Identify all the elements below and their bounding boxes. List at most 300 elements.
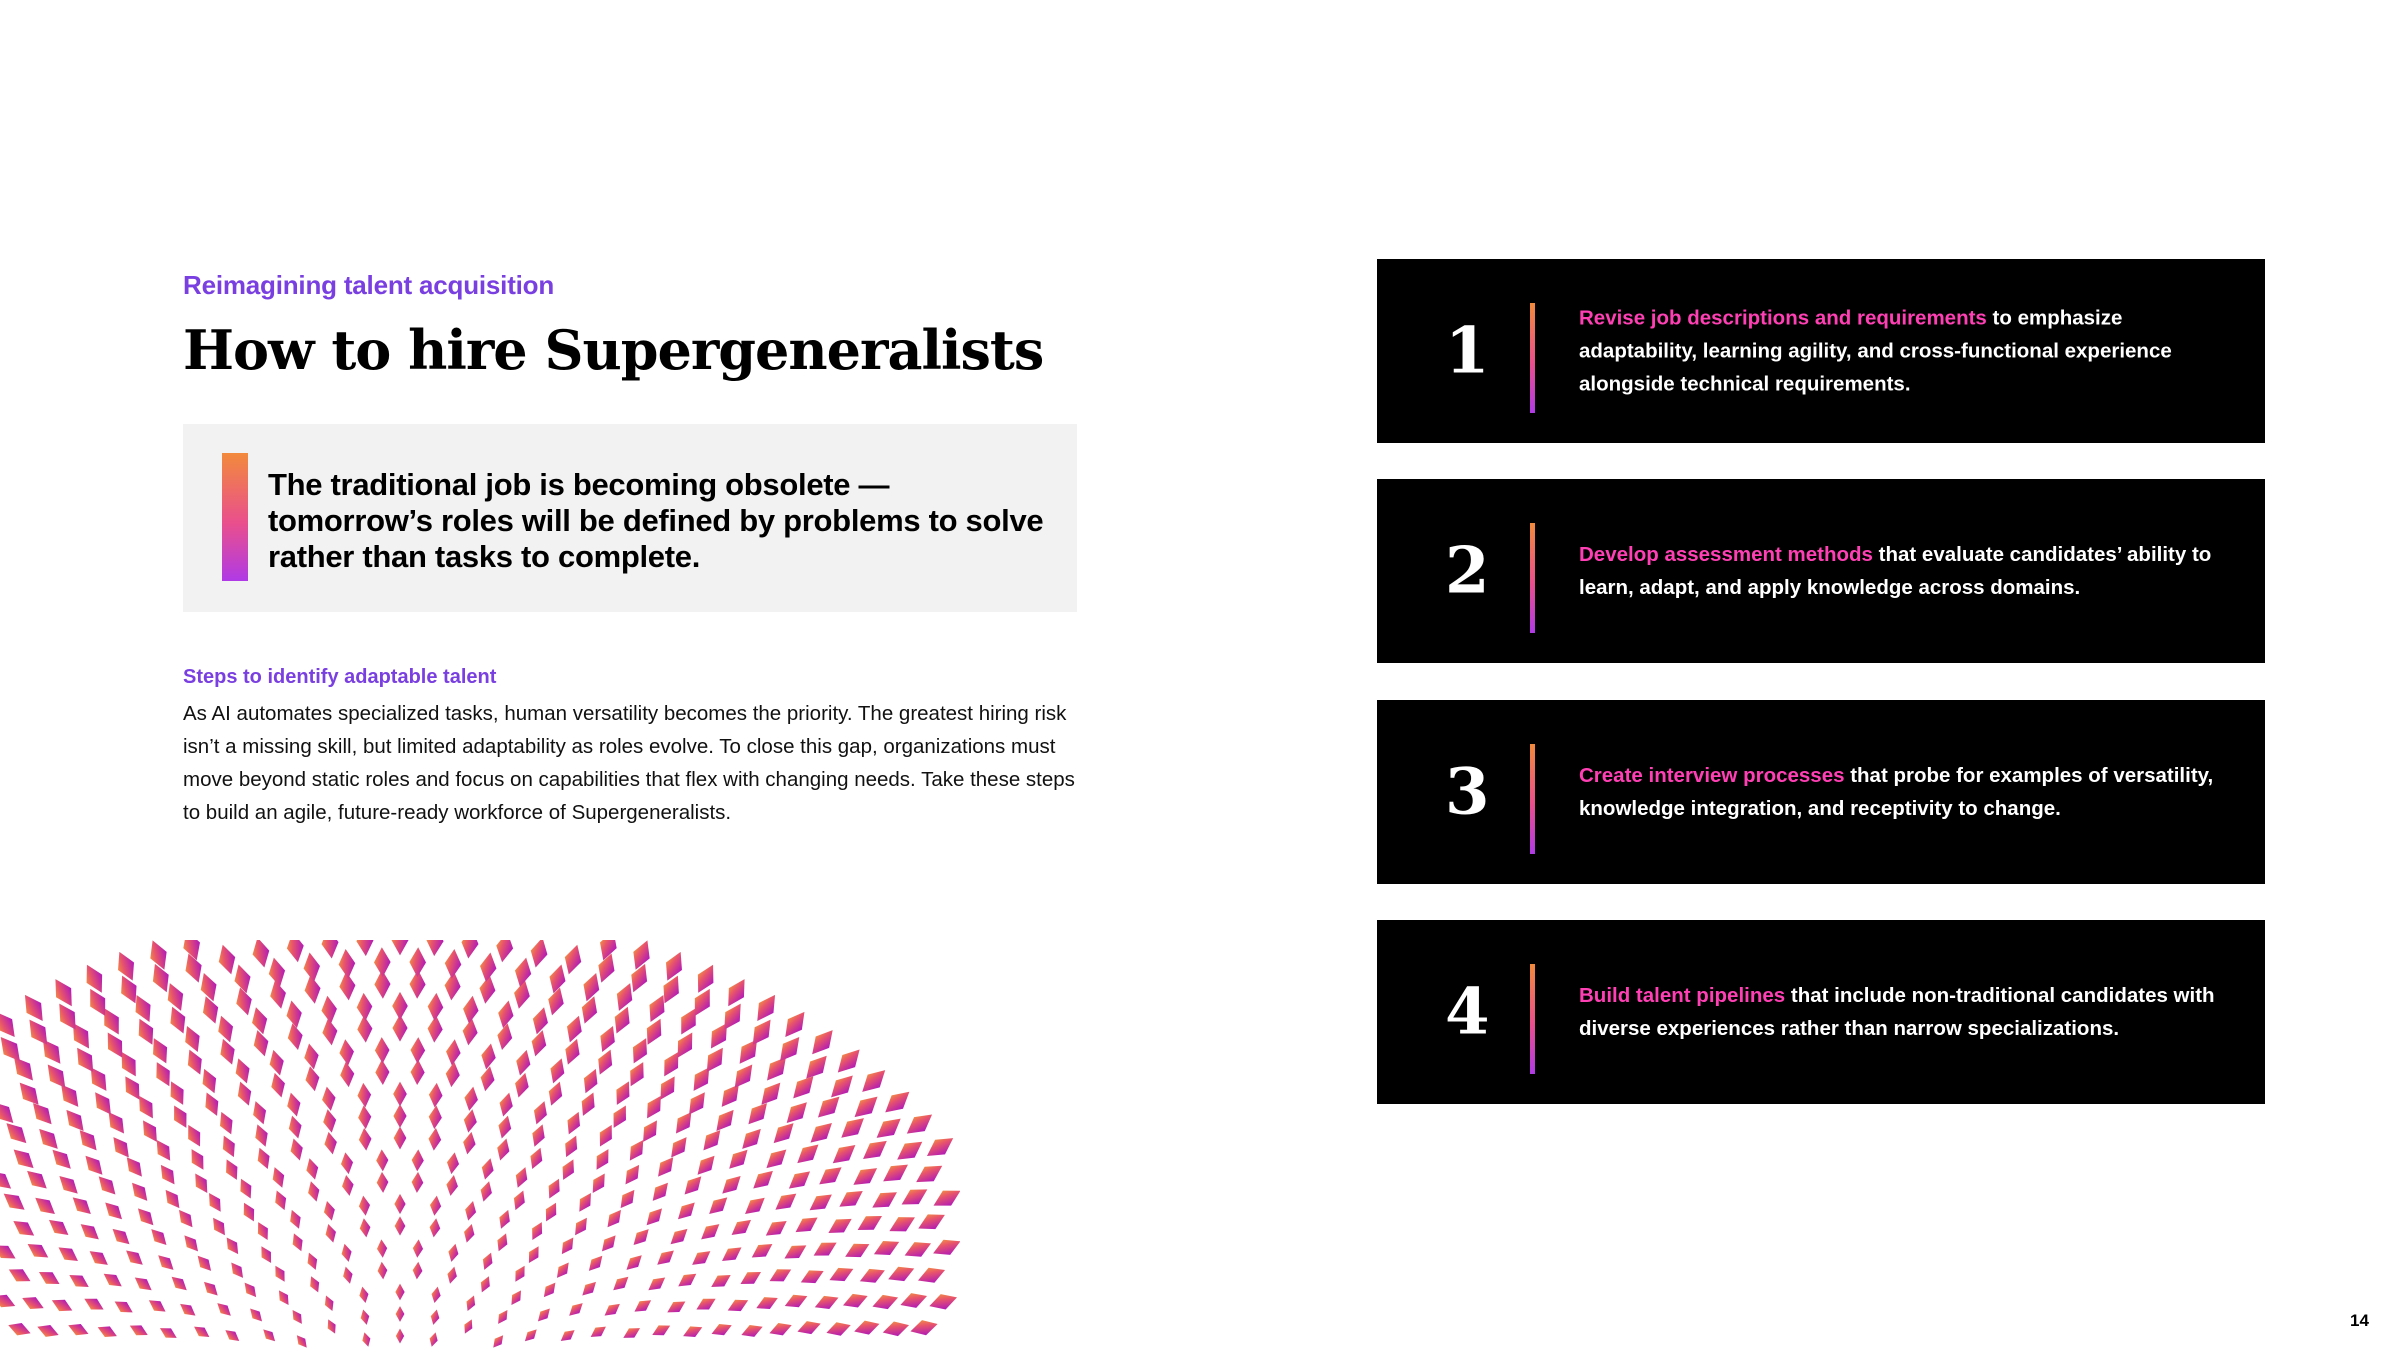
diamond-dot-icon [755, 1077, 786, 1110]
diamond-dot-icon [31, 1192, 60, 1219]
diamond-dot-icon [0, 1097, 19, 1129]
diamond-dot-icon [257, 1244, 276, 1266]
diamond-dot-icon [127, 1178, 152, 1205]
diamond-dot-icon [898, 1289, 930, 1313]
diamond-dot-icon [529, 1005, 551, 1036]
diamond-dot-icon [174, 1206, 197, 1231]
diamond-dot-icon [374, 1037, 390, 1064]
diamond-dot-icon [681, 1322, 705, 1342]
diamond-dot-icon [511, 1263, 529, 1284]
diamond-dot-icon [653, 1246, 678, 1270]
steps-heading: Steps to identify adaptable talent [183, 666, 497, 688]
step-card-1 [1377, 259, 2265, 443]
diamond-dot-icon [428, 1331, 440, 1348]
diamond-dot-icon [725, 1295, 751, 1317]
diamond-dot-icon [0, 1007, 22, 1043]
diamond-dot-icon [478, 951, 499, 983]
diamond-dot-icon [750, 990, 782, 1026]
diamond-dot-icon [585, 1252, 607, 1275]
diamond-dot-icon [929, 1183, 960, 1213]
diamond-dot-icon [221, 1157, 243, 1183]
step-highlight: Create interview processes [1579, 764, 1845, 787]
diamond-dot-icon [784, 1166, 815, 1195]
diamond-dot-icon [496, 1208, 514, 1231]
diamond-dot-icon [36, 1266, 63, 1289]
diamond-dot-icon [711, 1105, 740, 1136]
diamond-dot-icon [494, 1137, 512, 1162]
diamond-dot-icon [616, 1186, 640, 1212]
diamond-dot-icon [301, 951, 322, 983]
diamond-dot-icon [428, 1105, 443, 1130]
step-highlight: Build talent pipelines [1579, 984, 1786, 1007]
diamond-dot-icon [287, 1208, 305, 1231]
diamond-dot-icon [597, 1232, 620, 1256]
diamond-dot-icon [131, 1273, 155, 1295]
diamond-dot-icon [857, 1263, 888, 1288]
diamond-dot-icon [824, 1212, 855, 1239]
diamond-dot-icon [478, 1180, 495, 1203]
diamond-dot-icon [337, 948, 356, 979]
diamond-dot-icon [781, 1097, 813, 1129]
diamond-dot-icon [443, 948, 462, 979]
diamond-dot-icon [200, 1090, 223, 1119]
diamond-dot-icon [737, 1266, 764, 1289]
diamond-dot-icon [222, 1326, 242, 1345]
diamond-dot-icon [0, 1290, 18, 1312]
diamond-dot-icon [761, 1144, 791, 1174]
diamond-dot-icon [24, 1238, 52, 1263]
diamond-dot-icon [429, 1195, 443, 1216]
diamond-dot-icon [9, 1215, 38, 1241]
diamond-dot-icon [360, 1331, 372, 1348]
diamond-dot-icon [828, 1139, 861, 1170]
diamond-dot-icon [673, 1198, 699, 1224]
diamond-dot-icon [824, 1318, 853, 1339]
diamond-dot-icon [216, 1036, 239, 1067]
diamond-dot-icon [284, 1091, 303, 1118]
diamond-dot-icon [631, 1296, 654, 1317]
diamond-dot-icon [462, 1223, 477, 1244]
diamond-dot-icon [284, 940, 306, 964]
diamond-dot-icon [527, 1219, 546, 1242]
quote-box [183, 424, 1077, 612]
diamond-dot-icon [147, 1225, 171, 1249]
diamond-dot-icon [340, 1243, 354, 1263]
diamond-dot-icon [204, 1190, 226, 1215]
diamond-dot-icon [705, 1192, 732, 1219]
diamond-dot-icon [391, 940, 408, 955]
diamond-dot-icon [358, 1286, 370, 1304]
diamond-dot-icon [588, 1322, 609, 1341]
diamond-dot-icon [507, 1288, 525, 1308]
diamond-dot-icon [320, 1085, 338, 1112]
diamond-dot-icon [323, 1223, 338, 1244]
diamond-dot-icon [591, 1146, 614, 1173]
diamond-dot-icon [445, 1038, 462, 1066]
diamond-dot-icon [322, 1131, 339, 1156]
diamond-dot-icon [831, 1043, 866, 1078]
step-description: that evaluate candidates’ ability to learn, adapt, and apply knowledge across domains. [1579, 543, 2212, 599]
step-accent-bar [1530, 744, 1535, 854]
diamond-dot-icon [287, 1137, 305, 1162]
step-text [1579, 759, 2219, 825]
diamond-dot-icon [222, 1234, 243, 1257]
diamond-dot-icon [563, 1109, 585, 1137]
diamond-dot-icon [463, 1200, 479, 1222]
diamond-dot-icon [461, 1317, 476, 1335]
diamond-dot-icon [303, 1065, 322, 1093]
diamond-dot-icon [445, 1151, 460, 1175]
diamond-dot-icon [358, 1195, 372, 1216]
diamond-dot-icon [430, 1286, 442, 1304]
diamond-dot-icon [22, 1165, 51, 1194]
diamond-dot-icon [286, 1114, 305, 1140]
diamond-dot-icon [579, 1278, 600, 1299]
diamond-dot-icon [479, 1157, 496, 1181]
diamond-dot-icon [395, 1284, 404, 1301]
step-description: that probe for examples of versatility, knowledge integration, and receptivity to change. [1579, 764, 2214, 820]
diamond-dot-icon [429, 1308, 441, 1325]
diamond-dot-icon [645, 1273, 669, 1295]
diamond-dot-icon [180, 1232, 203, 1256]
diamond-dot-icon [95, 1322, 119, 1342]
diamond-dot-icon [767, 1319, 794, 1340]
diamond-dot-icon [393, 1082, 407, 1107]
diamond-dot-icon [810, 1236, 840, 1262]
diamond-dot-icon [653, 1153, 679, 1181]
diamond-dot-icon [753, 1292, 780, 1314]
diamond-dot-icon [766, 1263, 794, 1287]
diamond-dot-icon [112, 1297, 136, 1318]
diamond-dot-icon [856, 1064, 891, 1099]
diamond-dot-icon [81, 1293, 106, 1314]
diamond-dot-icon [881, 1318, 911, 1340]
diamond-dot-icon [34, 1124, 64, 1154]
diamond-dot-icon [396, 1306, 405, 1322]
diamond-dot-icon [620, 1161, 644, 1188]
diamond-dot-icon [359, 1308, 371, 1325]
diamond-dot-icon [66, 1270, 92, 1293]
diamond-dot-icon [161, 1186, 185, 1212]
diamond-dot-icon [18, 990, 50, 1026]
diamond-dot-icon [411, 1149, 424, 1172]
diamond-dot-icon [842, 1237, 873, 1263]
diamond-dot-icon [494, 940, 516, 964]
diamond-dot-icon [100, 1269, 125, 1292]
diamond-dot-icon [214, 1013, 238, 1045]
diamond-dot-icon [446, 1243, 460, 1263]
diamond-dot-icon [579, 1066, 603, 1096]
diamond-dot-icon [191, 1322, 212, 1341]
diamond-dot-icon [376, 1172, 389, 1194]
diamond-dot-icon [356, 940, 375, 957]
diamond-dot-icon [377, 1261, 388, 1279]
diamond-dot-icon [6, 1263, 34, 1287]
diamond-dot-icon [338, 1038, 355, 1066]
diamond-dot-icon [901, 1236, 934, 1263]
diamond-dot-icon [340, 1174, 355, 1197]
diamond-dot-icon [177, 1300, 199, 1320]
diamond-dot-icon [356, 1082, 372, 1108]
diamond-dot-icon [743, 1098, 773, 1129]
diamond-dot-icon [560, 1133, 582, 1160]
diamond-dot-icon [739, 1321, 765, 1341]
diamond-dot-icon [721, 975, 752, 1011]
diamond-dot-icon [428, 1218, 441, 1239]
diamond-dot-icon [915, 1263, 948, 1289]
step-highlight: Revise job descriptions and requirements [1579, 306, 1987, 330]
diamond-dot-icon [781, 1239, 810, 1264]
diamond-dot-icon [94, 1172, 121, 1199]
diamond-dot-icon [66, 1320, 91, 1340]
diamond-dot-icon [341, 1265, 355, 1284]
diamond-dot-icon [546, 1056, 568, 1086]
diamond-dot-icon [717, 1171, 745, 1199]
diamond-dot-icon [724, 1145, 753, 1174]
diamond-dot-icon [393, 1104, 406, 1128]
diamond-dot-icon [879, 1158, 913, 1189]
diamond-dot-icon [285, 1022, 305, 1052]
diamond-dot-icon [463, 1294, 478, 1313]
diamond-dot-icon [868, 1185, 901, 1214]
diamond-dot-icon [260, 1326, 278, 1344]
diamond-dot-icon [495, 1022, 515, 1052]
diamond-dot-icon [650, 1321, 673, 1340]
diamond-dot-icon [693, 1293, 718, 1314]
diamond-dot-icon [304, 1251, 320, 1272]
diamond-dot-icon [214, 942, 239, 976]
diamond-dot-icon [322, 1200, 338, 1222]
diamond-dot-icon [358, 1127, 373, 1151]
diamond-dot-icon [545, 1079, 567, 1108]
diamond-dot-icon [479, 1042, 498, 1071]
diamond-dot-icon [825, 1070, 859, 1104]
diamond-dot-icon [748, 1238, 776, 1263]
diamond-dot-icon [8, 1144, 38, 1174]
step-card-2 [1377, 479, 2265, 663]
diamond-dot-icon [305, 1180, 322, 1203]
eyebrow-label: Reimagining talent acquisition [183, 270, 555, 300]
diamond-dot-icon [254, 1145, 274, 1171]
diamond-dot-icon [835, 1185, 867, 1214]
diamond-dot-icon [239, 1200, 259, 1224]
diamond-dot-icon [771, 1188, 801, 1216]
diamond-dot-icon [76, 1219, 103, 1244]
diamond-dot-icon [566, 1299, 587, 1319]
diamond-dot-icon [249, 940, 273, 969]
diamond-dot-icon [6, 1319, 33, 1340]
step-accent-bar [1530, 964, 1535, 1074]
diamond-dot-icon [858, 1134, 892, 1165]
diamond-dot-icon [526, 1145, 546, 1171]
diamond-dot-icon [886, 1210, 919, 1238]
diamond-dot-icon [892, 1135, 927, 1167]
diamond-dot-icon [127, 1321, 150, 1340]
diamond-dot-icon [409, 947, 427, 977]
diamond-dot-icon [692, 1151, 720, 1179]
diamond-dot-icon [61, 1105, 90, 1136]
diamond-dot-icon [55, 1242, 82, 1266]
diamond-dot-icon [741, 1192, 770, 1219]
diamond-dot-icon [320, 995, 339, 1025]
diamond-dot-icon [0, 1166, 16, 1195]
quote-accent-bar [222, 453, 248, 581]
diamond-dot-icon [410, 1059, 425, 1085]
diamond-dot-icon [215, 1109, 237, 1137]
diamond-dot-icon [495, 999, 516, 1030]
diamond-dot-icon [108, 1133, 135, 1162]
diamond-dot-icon [79, 961, 109, 997]
diamond-dot-icon [912, 1159, 947, 1190]
diamond-dot-icon [412, 1261, 423, 1279]
diamond-dot-icon [495, 1114, 514, 1140]
diamond-dot-icon [576, 1090, 599, 1119]
diamond-dot-icon [840, 1289, 870, 1312]
diamond-dot-icon [227, 1259, 247, 1281]
diamond-dot-icon [1, 1118, 32, 1149]
diamond-dot-icon [927, 1290, 960, 1314]
diamond-dot-icon [231, 1056, 253, 1086]
diamond-dot-icon [47, 1145, 76, 1174]
diamond-dot-icon [737, 1124, 767, 1154]
diamond-dot-icon [512, 1165, 531, 1190]
diamond-dot-icon [805, 1188, 836, 1216]
diamond-dot-icon [426, 940, 445, 957]
diamond-dot-icon [795, 1317, 823, 1338]
diamond-dot-icon [930, 1234, 960, 1261]
diamond-dot-icon [411, 1172, 424, 1194]
diamond-dot-icon [642, 1204, 667, 1229]
diamond-dot-icon [146, 1296, 169, 1317]
diamond-dot-icon [558, 1326, 578, 1345]
diamond-dot-icon [339, 1151, 354, 1175]
diamond-dot-icon [357, 1105, 372, 1130]
diamond-dot-icon [524, 1244, 543, 1266]
diamond-dot-icon [792, 1211, 822, 1238]
diamond-dot-icon [392, 992, 408, 1020]
diamond-dot-icon [182, 1047, 207, 1078]
diamond-dot-icon [621, 1324, 643, 1343]
step-description: to emphasize adaptability, learning agility, and cross-functional experience alongside technical requirements. [1579, 306, 2172, 396]
diamond-dot-icon [603, 1206, 626, 1231]
diamond-dot-icon [410, 1037, 426, 1064]
diamond-dot-icon [462, 1085, 480, 1112]
diamond-dot-icon [553, 1259, 573, 1281]
diamond-dot-icon [557, 1234, 578, 1257]
diamond-dot-icon [427, 1127, 442, 1151]
diamond-dot-icon [462, 1108, 479, 1134]
diamond-dot-icon [897, 1182, 931, 1212]
diamond-dot-icon [849, 1162, 882, 1192]
diamond-dot-icon [445, 1174, 460, 1197]
diamond-dot-icon [510, 1188, 529, 1212]
diamond-dot-icon [304, 1157, 321, 1181]
step-card-4 [1377, 920, 2265, 1104]
diamond-dot-icon [307, 1274, 323, 1294]
step-card-3 [1377, 700, 2265, 884]
diamond-dot-icon [289, 1231, 306, 1253]
diamond-dot-icon [805, 1024, 839, 1060]
diamond-dot-icon [792, 1139, 823, 1169]
diamond-dot-icon [186, 1146, 209, 1173]
diamond-dot-icon [45, 1215, 73, 1241]
diamond-dot-icon [293, 1333, 310, 1348]
diamond-dot-icon [193, 1252, 215, 1275]
diamond-dot-icon [494, 1231, 511, 1253]
diamond-dot-icon [200, 1278, 221, 1299]
diamond-dot-icon [870, 1290, 901, 1313]
step-highlight: Develop assessment methods [1579, 543, 1873, 566]
diamond-dot-icon [214, 1299, 235, 1319]
diamond-dot-icon [648, 1178, 673, 1205]
diamond-dot-icon [101, 1198, 127, 1224]
diamond-dot-icon [251, 1122, 272, 1149]
diamond-dot-icon [562, 1013, 586, 1045]
diamond-dot-icon [852, 1317, 882, 1339]
diamond-dot-icon [80, 1151, 108, 1179]
diamond-dot-icon [302, 1042, 321, 1071]
diamond-dot-icon [0, 1239, 19, 1264]
diamond-dot-icon [289, 1307, 306, 1326]
diamond-dot-icon [121, 1153, 147, 1181]
diamond-dot-icon [396, 1329, 404, 1344]
diamond-dot-icon [836, 1112, 870, 1144]
diamond-dot-icon [444, 1061, 461, 1088]
diamond-dot-icon [812, 1291, 841, 1314]
step-text [1579, 302, 2219, 401]
diamond-dot-icon [778, 1007, 811, 1043]
diamond-dot-icon [593, 1047, 618, 1078]
step-accent-bar [1530, 303, 1535, 413]
diamond-dot-icon [512, 1071, 532, 1099]
diamond-dot-icon [718, 1242, 745, 1266]
diamond-dot-icon [622, 1251, 645, 1274]
diamond-dot-icon [268, 1071, 288, 1099]
step-text [1579, 538, 2219, 604]
diamond-dot-icon [284, 999, 305, 1030]
diamond-dot-icon [561, 1036, 584, 1067]
diamond-dot-icon [247, 1305, 266, 1325]
diamond-dot-icon [557, 1157, 579, 1183]
diamond-dot-icon [253, 1219, 272, 1242]
diamond-dot-icon [157, 1324, 179, 1343]
diamond-dot-icon [168, 1273, 191, 1295]
diamond-dot-icon [395, 1216, 406, 1235]
diamond-dot-icon [74, 1125, 102, 1155]
diamond-dot-icon [814, 1161, 846, 1191]
diamond-dot-icon [108, 1224, 133, 1249]
diamond-dot-icon [849, 1090, 883, 1123]
diamond-dot-icon [375, 1059, 390, 1085]
diamond-dot-icon [27, 1098, 57, 1129]
diamond-dot-icon [528, 1028, 550, 1058]
diamond-dot-icon [528, 1122, 549, 1149]
diamond-dot-icon [698, 1125, 726, 1155]
diamond-dot-icon [664, 1297, 688, 1318]
diamond-dot-icon [0, 1188, 29, 1216]
diamond-dot-icon [494, 1307, 511, 1326]
diamond-dot-icon [376, 1149, 389, 1172]
diamond-dot-icon [190, 1170, 213, 1196]
diamond-dot-icon [271, 1188, 290, 1212]
diamond-dot-icon [133, 1204, 158, 1229]
diamond-dot-icon [697, 1219, 724, 1244]
diamond-dot-icon [826, 1262, 856, 1286]
diamond-dot-icon [490, 1333, 507, 1348]
diamond-dot-icon [68, 1192, 95, 1219]
diamond-dot-icon [522, 1326, 540, 1344]
diamond-dot-icon [49, 1295, 75, 1317]
